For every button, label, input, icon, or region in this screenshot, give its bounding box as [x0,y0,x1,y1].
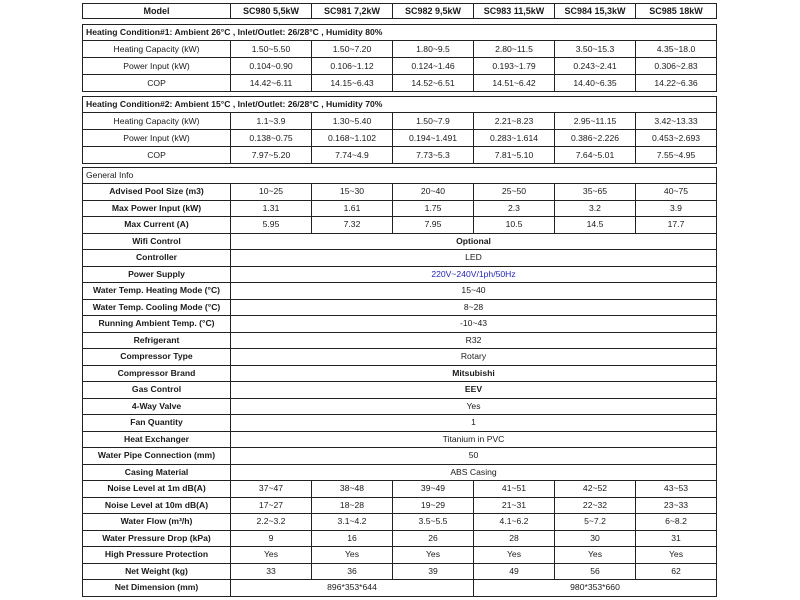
cell: 3.1~4.2 [312,514,393,531]
table-row [83,365,717,382]
row-label: Compressor Brand [83,365,231,382]
cell: 1.30~5.40 [312,113,393,130]
row-label: Power Input (kW) [83,58,231,75]
cell: 2.80~11.5 [474,41,555,58]
row-label: Water Pressure Drop (kPa) [83,530,231,547]
cell: 25~50 [474,184,555,201]
cell: 33 [231,563,312,580]
cell: 3.50~15.3 [555,41,636,58]
row-label: Water Temp. Cooling Mode (°C) [83,299,231,316]
cell: 220V~240V/1ph/50Hz [231,266,717,283]
cell: 17~27 [231,497,312,514]
table-row [83,233,717,250]
table-row [83,563,717,580]
cell: 62 [636,563,717,580]
table-row [83,130,717,147]
cell: 35~65 [555,184,636,201]
cell: 896*353*644 [231,580,474,597]
cell: 0.386~2.226 [555,130,636,147]
cell: 7.74~4.9 [312,147,393,164]
row-label: Noise Level at 1m dB(A) [83,481,231,498]
cell: 980*353*660 [474,580,717,597]
cell: 31 [636,530,717,547]
cell: -10~43 [231,316,717,333]
row-label: Fan Quantity [83,415,231,432]
cell: 14.15~6.43 [312,75,393,92]
row-label: Refrigerant [83,332,231,349]
cell: 43~53 [636,481,717,498]
cell: 41~51 [474,481,555,498]
cell: 3.42~13.33 [636,113,717,130]
cell: Titanium in PVC [231,431,717,448]
cell: 0.243~2.41 [555,58,636,75]
cell: 0.194~1.491 [393,130,474,147]
row-label: Casing Material [83,464,231,481]
cell: 2.95~11.15 [555,113,636,130]
heating-condition-1-title: Heating Condition#1: Ambient 26°C , Inlet/Outlet: 26/28°C , Humidity 80% [83,25,717,41]
cell: 16 [312,530,393,547]
row-label: 4-Way Valve [83,398,231,415]
cell: 39 [393,563,474,580]
row-label: Gas Control [83,382,231,399]
row-label: Controller [83,250,231,267]
row-label: Wifi Control [83,233,231,250]
cell: 7.55~4.95 [636,147,717,164]
cell: 14.51~6.42 [474,75,555,92]
table-row [83,398,717,415]
cell: EEV [231,382,717,399]
cell: 17.7 [636,217,717,234]
general-info-table [82,167,717,597]
cell: 0.124~1.46 [393,58,474,75]
cell: 4.35~18.0 [636,41,717,58]
cell: 19~29 [393,497,474,514]
cell: Optional [231,233,717,250]
cell: 39~49 [393,481,474,498]
cell: 14.5 [555,217,636,234]
heating-condition-1-table [82,24,717,92]
table-row [83,316,717,333]
cell: 40~75 [636,184,717,201]
table-row [83,382,717,399]
cell: 26 [393,530,474,547]
table-row [83,75,717,92]
cell: LED [231,250,717,267]
cell: 1.80~9.5 [393,41,474,58]
row-label: Running Ambient Temp. (°C) [83,316,231,333]
cell: Mitsubishi [231,365,717,382]
cell: 3.9 [636,200,717,217]
row-label: Heat Exchanger [83,431,231,448]
cell: 14.52~6.51 [393,75,474,92]
row-label: Water Pipe Connection (mm) [83,448,231,465]
row-label: Net Weight (kg) [83,563,231,580]
cell: 1.50~5.50 [231,41,312,58]
row-label: High Pressure Protection [83,547,231,564]
cell: 14.40~6.35 [555,75,636,92]
cell: 0.106~1.12 [312,58,393,75]
cell: Yes [555,547,636,564]
cell: ABS Casing [231,464,717,481]
cell: 18~28 [312,497,393,514]
cell: 1.61 [312,200,393,217]
table-row [83,58,717,75]
cell: 30 [555,530,636,547]
cell: 1.75 [393,200,474,217]
cell: 0.138~0.75 [231,130,312,147]
cell: Yes [393,547,474,564]
cell: 0.283~1.614 [474,130,555,147]
cell: 1.50~7.9 [393,113,474,130]
row-label: COP [83,75,231,92]
table-row [83,497,717,514]
table-row [83,41,717,58]
table-row [83,481,717,498]
cell: 22~32 [555,497,636,514]
cell: 7.81~5.10 [474,147,555,164]
model-header-row [83,4,717,19]
model-label: Model [83,4,231,19]
table-row [83,283,717,300]
row-label: Max Current (A) [83,217,231,234]
row-label: Power Input (kW) [83,130,231,147]
cell: 7.32 [312,217,393,234]
cell: 38~48 [312,481,393,498]
row-label: Heating Capacity (kW) [83,113,231,130]
cell: 56 [555,563,636,580]
cell: 3.5~5.5 [393,514,474,531]
cell: 3.2 [555,200,636,217]
cell: 0.104~0.90 [231,58,312,75]
cell: 7.73~5.3 [393,147,474,164]
table-row [83,250,717,267]
model-name: SC984 15,3kW [555,4,636,19]
cell: Yes [231,547,312,564]
table-row [83,514,717,531]
cell: 0.193~1.79 [474,58,555,75]
cell: 28 [474,530,555,547]
cell: 1.1~3.9 [231,113,312,130]
row-label: Max Power Input (kW) [83,200,231,217]
row-label: Water Flow (m³/h) [83,514,231,531]
cell: Yes [636,547,717,564]
table-row [83,431,717,448]
table-row [83,464,717,481]
cell: 4.1~6.2 [474,514,555,531]
cell: 50 [231,448,717,465]
table-row [83,349,717,366]
model-name: SC981 7,2kW [312,4,393,19]
table-row [83,113,717,130]
cell: 0.453~2.693 [636,130,717,147]
table-row [83,448,717,465]
table-row [83,147,717,164]
cell: 42~52 [555,481,636,498]
general-info-title: General Info [83,168,717,184]
row-label: Compressor Type [83,349,231,366]
table-row [83,299,717,316]
cell: 2.21~8.23 [474,113,555,130]
table-row [83,530,717,547]
cell: 0.306~2.83 [636,58,717,75]
model-name: SC982 9,5kW [393,4,474,19]
row-label: Power Supply [83,266,231,283]
row-label: Heating Capacity (kW) [83,41,231,58]
row-label: Noise Level at 10m dB(A) [83,497,231,514]
cell: 0.168~1.102 [312,130,393,147]
cell: 6~8.2 [636,514,717,531]
cell: 1 [231,415,717,432]
table-row [83,184,717,201]
cell: 1.50~7.20 [312,41,393,58]
cell: 5.95 [231,217,312,234]
heating-condition-2-table [82,96,717,164]
cell: 10.5 [474,217,555,234]
model-name: SC983 11,5kW [474,4,555,19]
cell: 21~31 [474,497,555,514]
cell: 7.95 [393,217,474,234]
cell: 1.31 [231,200,312,217]
cell: Yes [312,547,393,564]
cell: 7.64~5.01 [555,147,636,164]
cell: 23~33 [636,497,717,514]
cell: 2.2~3.2 [231,514,312,531]
cell: Yes [474,547,555,564]
row-label: Advised Pool Size (m3) [83,184,231,201]
cell: 15~40 [231,283,717,300]
cell: 20~40 [393,184,474,201]
cell: Yes [231,398,717,415]
table-row [83,415,717,432]
cell: 7.97~5.20 [231,147,312,164]
row-label: Water Temp. Heating Mode (°C) [83,283,231,300]
table-row [83,547,717,564]
heating-condition-2-title: Heating Condition#2: Ambient 15°C , Inlet/Outlet: 26/28°C , Humidity 70% [83,97,717,113]
cell: 15~30 [312,184,393,201]
table-row [83,266,717,283]
cell: 36 [312,563,393,580]
table-row [83,200,717,217]
table-row [83,217,717,234]
cell: 8~28 [231,299,717,316]
cell: 37~47 [231,481,312,498]
cell: 2.3 [474,200,555,217]
cell: 49 [474,563,555,580]
cell: 5~7.2 [555,514,636,531]
table-row [83,332,717,349]
row-label: COP [83,147,231,164]
row-label: Net Dimension (mm) [83,580,231,597]
cell: 10~25 [231,184,312,201]
model-name: SC985 18kW [636,4,717,19]
model-header-table [82,3,717,19]
table-row [83,580,717,597]
cell: 14.42~6.11 [231,75,312,92]
model-name: SC980 5,5kW [231,4,312,19]
cell: R32 [231,332,717,349]
cell: 9 [231,530,312,547]
cell: Rotary [231,349,717,366]
cell: 14.22~6.36 [636,75,717,92]
